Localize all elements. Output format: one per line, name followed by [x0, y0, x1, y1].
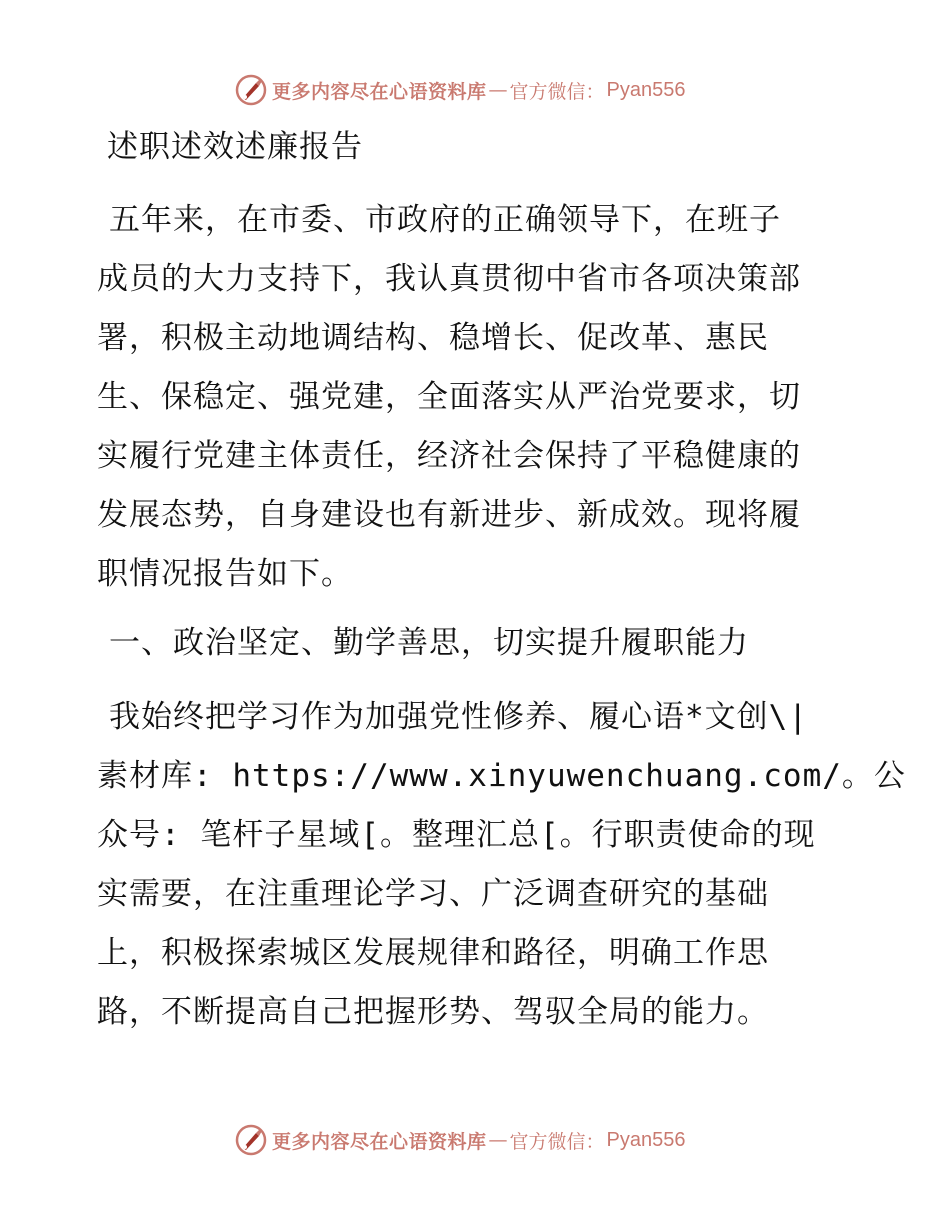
banner-wechat-label: 官方微信：	[509, 80, 605, 103]
banner-separator: —	[488, 1129, 508, 1151]
paragraph-line: 职情况报告如下。	[97, 556, 353, 592]
document-body	[97, 120, 906, 1042]
footer-banner	[234, 1122, 686, 1158]
section-heading: 一、政治坚定、勤学善思，切实提升履职能力	[109, 625, 749, 661]
paragraph-line: 众号: 笔杆子星域[。整理汇总[。行职责使命的现	[97, 817, 816, 853]
banner-wechat-label: 官方微信：	[509, 1130, 605, 1153]
paragraph-line: 五年来，在市委、市政府的正确领导下，在班子	[109, 202, 781, 238]
banner-separator: —	[488, 79, 508, 101]
paragraph-line: 署，积极主动地调结构、稳增长、促改革、惠民	[97, 320, 769, 356]
brand-logo-icon	[234, 73, 268, 107]
banner-text: 更多内容尽在心语资料库	[272, 1130, 487, 1153]
banner-text: 更多内容尽在心语资料库	[272, 80, 487, 103]
paragraph-line: 生、保稳定、强党建，全面落实从严治党要求，切	[97, 379, 801, 415]
header-banner	[234, 72, 686, 108]
paragraph-line: 路，不断提高自己把握形势、驾驭全局的能力。	[97, 994, 769, 1030]
paragraph-line: 实履行党建主体责任，经济社会保持了平稳健康的	[97, 438, 801, 474]
paragraph-line: 上，积极探索城区发展规律和路径，明确工作思	[97, 935, 769, 971]
paragraph-section-1	[97, 688, 906, 1042]
paragraph-intro	[97, 191, 857, 604]
banner-wechat-id: Pyan556	[606, 1128, 686, 1151]
brand-logo-icon	[234, 1123, 268, 1157]
paragraph-line: 实需要，在注重理论学习、广泛调查研究的基础	[97, 876, 769, 912]
paragraph-line: 素材库: https://www.xinyuwenchuang.com/。公	[97, 758, 906, 794]
paragraph-line: 发展态势，自身建设也有新进步、新成效。现将履	[97, 497, 801, 533]
banner-wechat-id: Pyan556	[606, 78, 686, 101]
paragraph-line: 我始终把学习作为加强党性修养、履心语*文创\|	[109, 699, 808, 735]
document-title: 述职述效述廉报告	[107, 129, 363, 165]
paragraph-line: 成员的大力支持下，我认真贯彻中省市各项决策部	[97, 261, 801, 297]
